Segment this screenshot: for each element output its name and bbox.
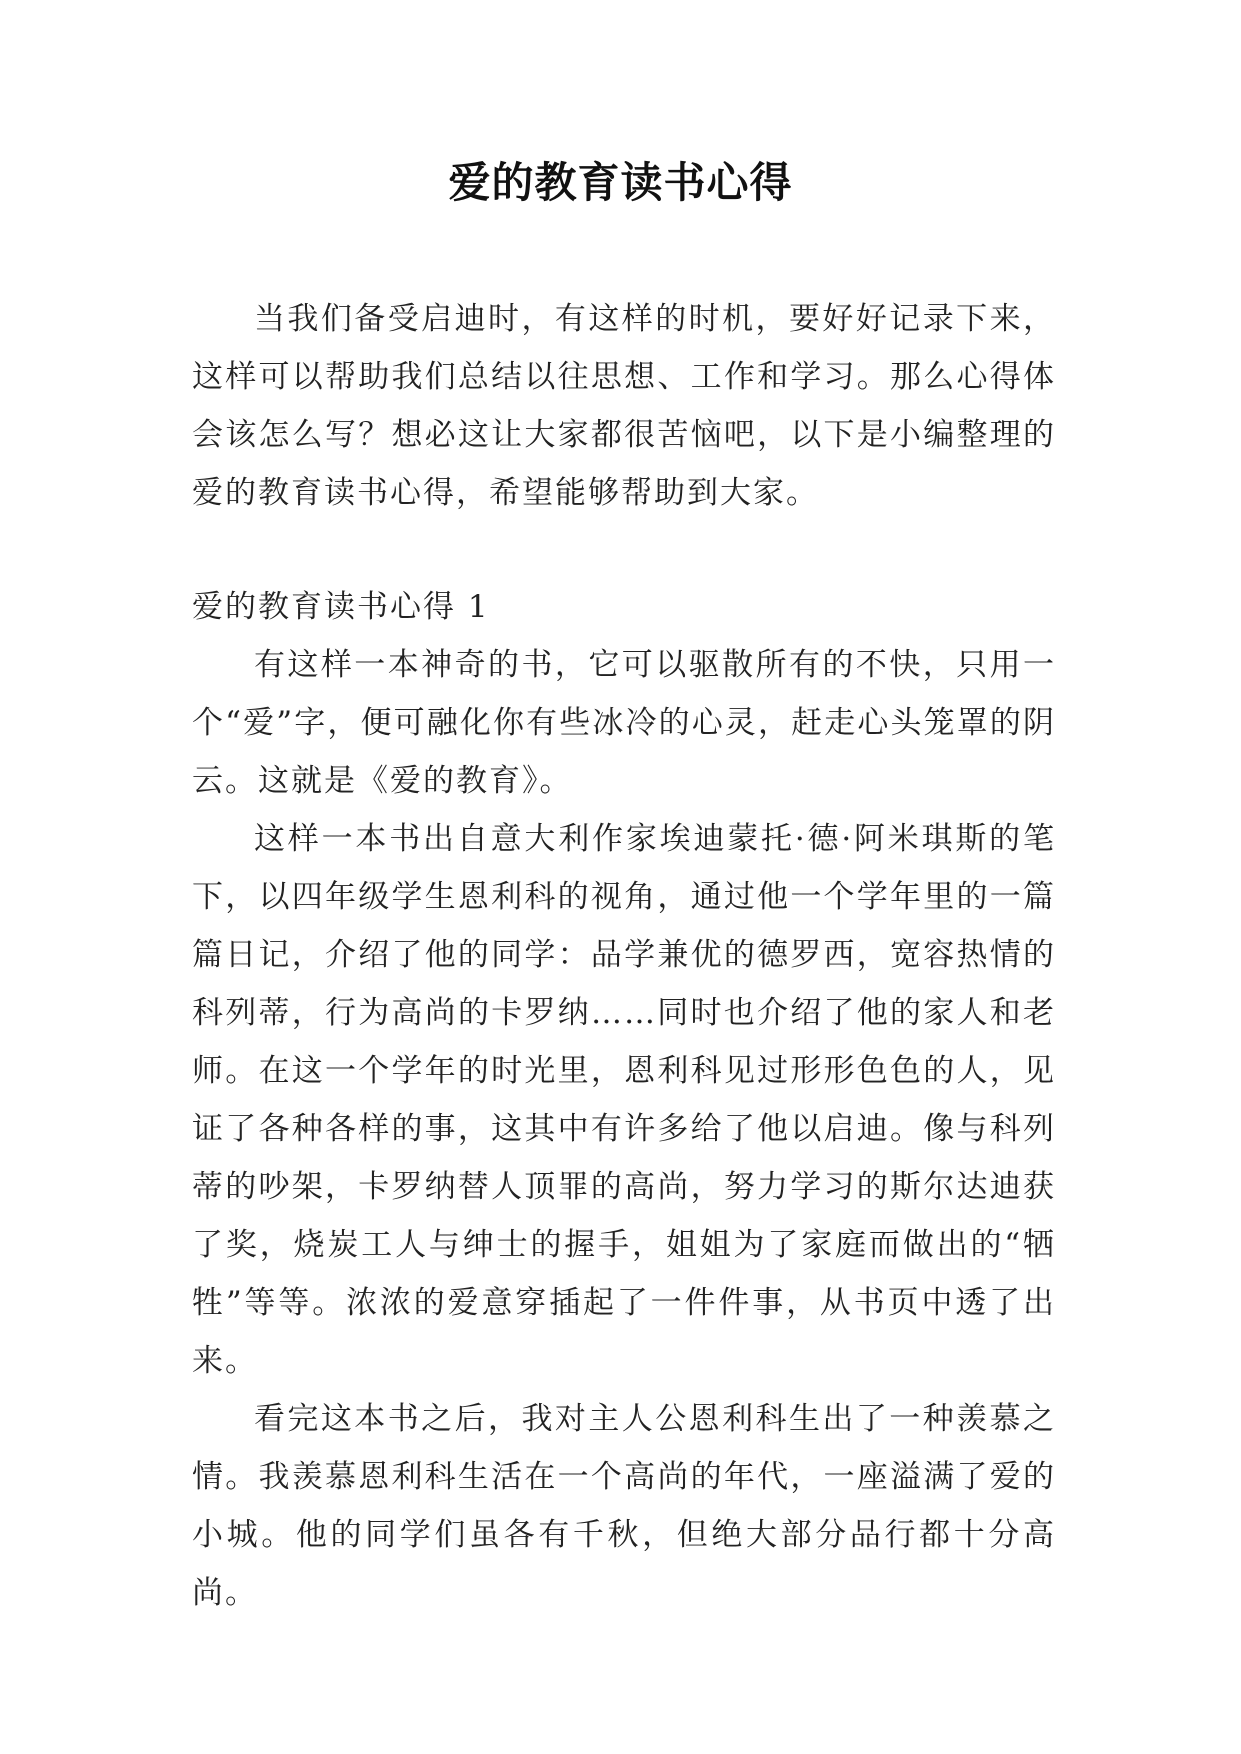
section-heading: 爱的教育读书心得 1 — [192, 589, 490, 625]
body-paragraph: 有这样一本神奇的书，它可以驱散所有的不快，只用一个“爱”字，便可融化你有些冰冷的心灵，赶走心头笼罩的阴云。这就是《爱的教育》。 — [192, 647, 1056, 799]
document-title: 爱的教育读书心得 — [448, 158, 793, 207]
document-body — [192, 290, 1056, 1622]
body-paragraph: 看完这本书之后，我对主人公恩利科生出了一种羡慕之情。我羡慕恩利科生活在一个高尚的年代，一座溢满了爱的小城。他的同学们虽各有千秋，但绝大部分品行都十分高尚。 — [192, 1401, 1056, 1611]
intro-paragraph: 当我们备受启迪时，有这样的时机，要好好记录下来，这样可以帮助我们总结以往思想、工作和学习。那么心得体会该怎么写？想必这让大家都很苦恼吧，以下是小编整理的爱的教育读书心得，希望能够帮助到大家。 — [192, 301, 1056, 511]
section-spacer — [192, 522, 1056, 578]
body-paragraph: 这样一本书出自意大利作家埃迪蒙托·德·阿米琪斯的笔下，以四年级学生恩利科的视角，通过他一个学年里的一篇篇日记，介绍了他的同学：品学兼优的德罗西，宽容热情的科列蒂，行为高尚的卡罗纳……同时也介绍了他的家人和老师。在这一个学年的时光里，恩利科见过形形色色的人，见证了各种各样的事，这其中有许多给了他以启迪。像与科列蒂的吵架，卡罗纳替人顶罪的高尚，努力学习的斯尔达迪获了奖，烧炭工人与绅士的握手，姐姐为了家庭而做出的“牺牲”等等。浓浓的爱意穿插起了一件件事，从书页中透了出来。 — [192, 821, 1056, 1379]
